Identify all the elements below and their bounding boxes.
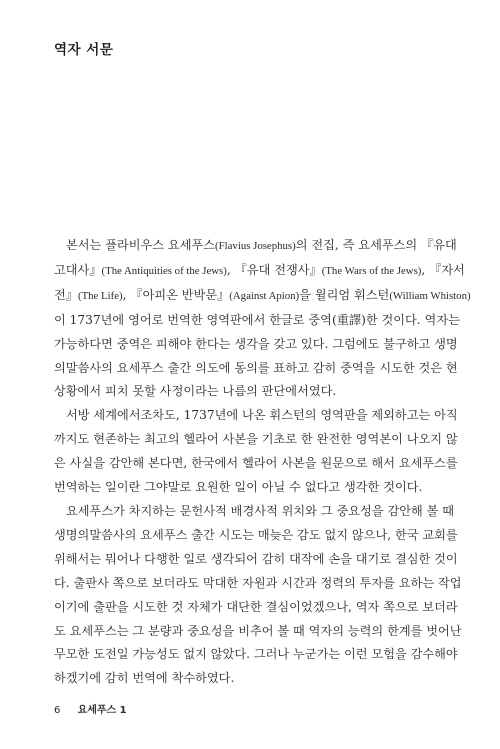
running-title: 요세푸스 1 <box>77 705 127 716</box>
paragraph-line: 이 1737년에 영어로 번역한 영역판에서 한글로 중역(重譯)한 것이다. 역자는 <box>54 312 460 327</box>
paragraph-line: 이기에 출판을 시도한 것 자체가 대단한 결심이었겠으나, 역자 쪽으로 보더라 <box>54 599 458 614</box>
paragraph-line: 본서는 플라비우스 요세푸스(Flavius Josephus)의 전집, 즉 요세푸스의 『유대 <box>66 238 457 252</box>
paragraph-line: 의말씀사의 요세푸스 출간 의도에 동의를 표하고 감히 중역을 시도한 것은 현 <box>54 360 458 375</box>
paragraph-line: 전』(The Life), 『아피온 반박문』(Against Apion)을 윌리엄 휘스턴(William Whiston) <box>54 287 471 302</box>
paragraph-line: 상황에서 피치 못할 사정이라는 나름의 판단에서였다. <box>54 384 337 399</box>
paragraph-line: 다. 출판사 쪽으로 보더라도 막대한 자원과 시간과 정력의 투자를 요하는 작업 <box>54 575 462 590</box>
paragraph-line: 고대사』(The Antiquities of the Jews), 『유대 전쟁사』(The Wars of the Jews), 『자서 <box>54 262 465 277</box>
paragraph-1 <box>54 234 471 404</box>
paragraph-line: 은 사실을 감안해 본다면, 한국에서 헬라어 사본을 원문으로 해서 요세푸스를 <box>54 456 458 471</box>
paragraph-line: 가능하다면 중역은 피해야 한다는 생각을 갖고 있다. 그럼에도 불구하고 생명 <box>54 336 458 351</box>
paragraph-line: 생명의말씀사의 요세푸스 출간 시도는 매늦은 감도 없지 않으나, 한국 교회를 <box>54 527 458 542</box>
paragraph-2 <box>54 404 458 500</box>
paragraph-line: 하겠기에 감히 번역에 착수하였다. <box>54 671 235 686</box>
paragraph-line: 서방 세계에서조차도, 1737년에 나온 휘스턴의 영역판을 제외하고는 아직 <box>66 408 458 423</box>
paragraph-3 <box>54 500 462 691</box>
body-text <box>54 234 471 691</box>
paragraph-line: 까지도 현존하는 최고의 헬라어 사본을 기초로 한 완전한 영역본이 나오지 않 <box>54 432 458 447</box>
page-number: 6 <box>54 705 61 716</box>
paragraph-line: 번역하는 일이란 그야말로 요원한 일이 아닐 수 없다고 생각한 것이다. <box>54 480 423 495</box>
page-footer <box>54 701 127 716</box>
paragraph-line: 위해서는 뭐어나 다행한 일로 생각되어 감히 대작에 손을 대기로 결심한 것이 <box>54 551 458 566</box>
section-title: 역자 서문 <box>54 42 114 58</box>
paragraph-line: 무모한 도전일 가능성도 없지 않았다. 그러나 누군가는 이런 모험을 감수해야 <box>54 647 458 662</box>
paragraph-line: 요세푸스가 차지하는 문헌사적 배경사적 위치와 그 중요성을 감안해 볼 때 <box>66 503 455 518</box>
paragraph-line: 도 요세푸스는 그 분량과 중요성을 비추어 볼 때 역자의 능력의 한계를 벗어난 <box>54 623 462 638</box>
